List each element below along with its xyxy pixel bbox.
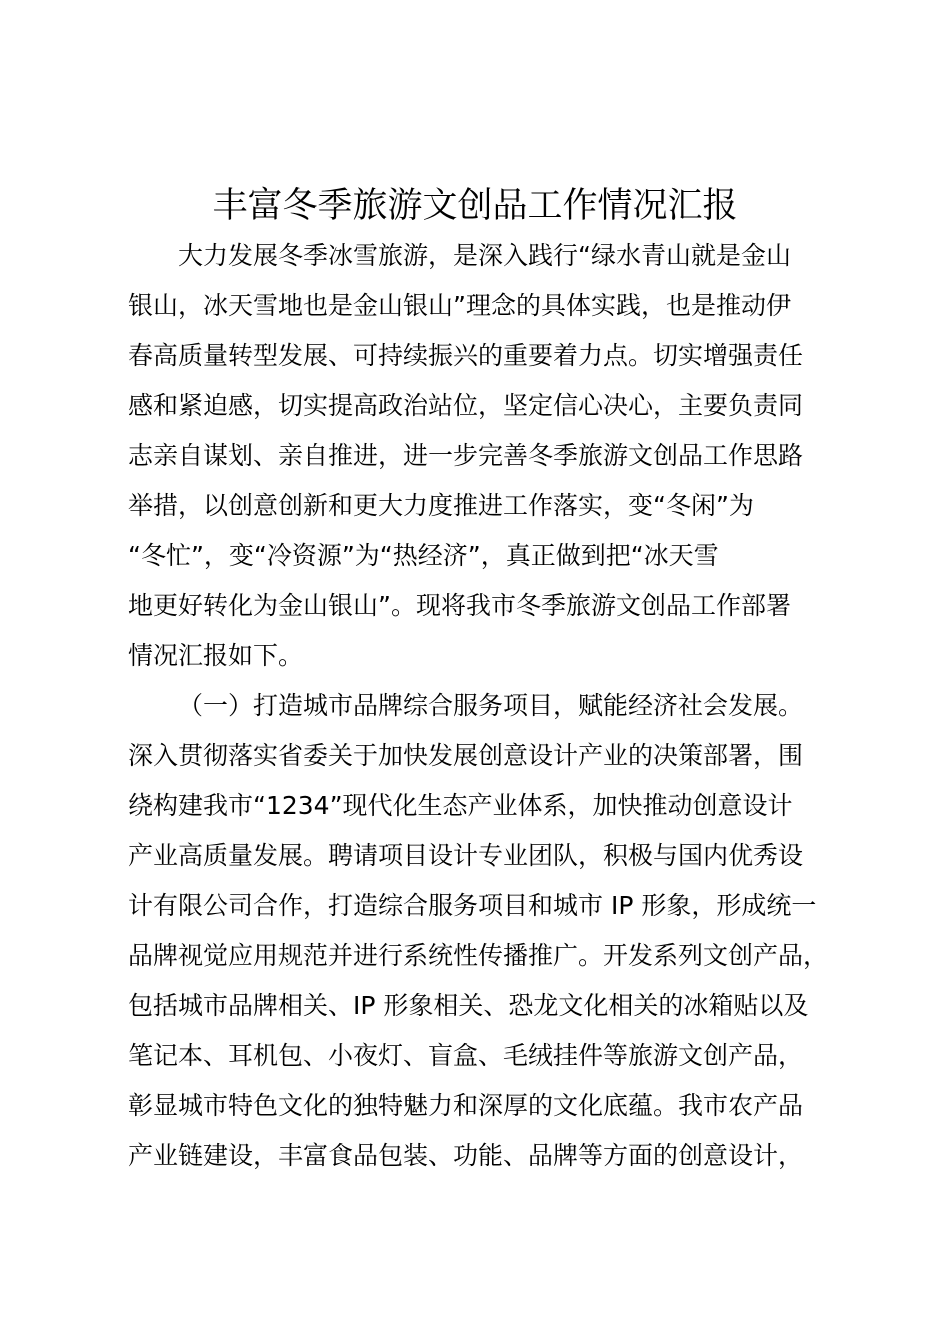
text-line: 感和紧迫感，切实提高政治站位，坚定信心决心，主要负责同 xyxy=(128,391,804,420)
text-line: 品牌视觉应用规范并进行系统性传播推广。开发系列文创产品， xyxy=(128,941,829,970)
text-line: 彰显城市特色文化的独特魅力和深厚的文化底蕴。我市农产品 xyxy=(128,1091,804,1120)
text-line: 包括城市品牌相关、IP 形象相关、恐龙文化相关的冰箱贴以及 xyxy=(128,991,809,1020)
text-line: 笔记本、耳机包、小夜灯、盲盒、毛绒挂件等旅游文创产品， xyxy=(128,1041,804,1070)
text-line: 情况汇报如下。 xyxy=(128,641,304,670)
text-line: 地更好转化为金山银山”。现将我市冬季旅游文创品工作部署 xyxy=(128,591,791,620)
text-line: 计有限公司合作，打造综合服务项目和城市 IP 形象，形成统一 xyxy=(128,891,817,920)
text-line: 产业高质量发展。聘请项目设计专业团队，积极与国内优秀设 xyxy=(128,841,804,870)
text-line: 银山，冰天雪地也是金山银山”理念的具体实践，也是推动伊 xyxy=(128,291,791,320)
text-line: 产业链建设，丰富食品包装、功能、品牌等方面的创意设计， xyxy=(128,1141,804,1170)
text-line: 深入贯彻落实省委关于加快发展创意设计产业的决策部署，围 xyxy=(128,741,804,770)
document-body xyxy=(128,231,848,1181)
text-line: 大力发展冬季冰雪旅游，是深入践行“绿水青山就是金山 xyxy=(178,241,791,270)
section-heading-line: （一）打造城市品牌综合服务项目，赋能经济社会发展。 xyxy=(178,691,804,720)
document-title: 丰富冬季旅游文创品工作情况汇报 xyxy=(212,186,738,226)
text-line: 春高质量转型发展、可持续振兴的重要着力点。切实增强责任 xyxy=(128,341,804,370)
text-line: “冬忙”，变“冷资源”为“热经济”，真正做到把“冰天雪 xyxy=(128,541,719,570)
text-line: 志亲自谋划、亲自推进，进一步完善冬季旅游文创品工作思路 xyxy=(128,441,804,470)
text-line: 举措，以创意创新和更大力度推进工作落实，变“冬闲”为 xyxy=(128,491,754,520)
text-line: 绕构建我市“1234”现代化生态产业体系，加快推动创意设计 xyxy=(128,791,793,820)
